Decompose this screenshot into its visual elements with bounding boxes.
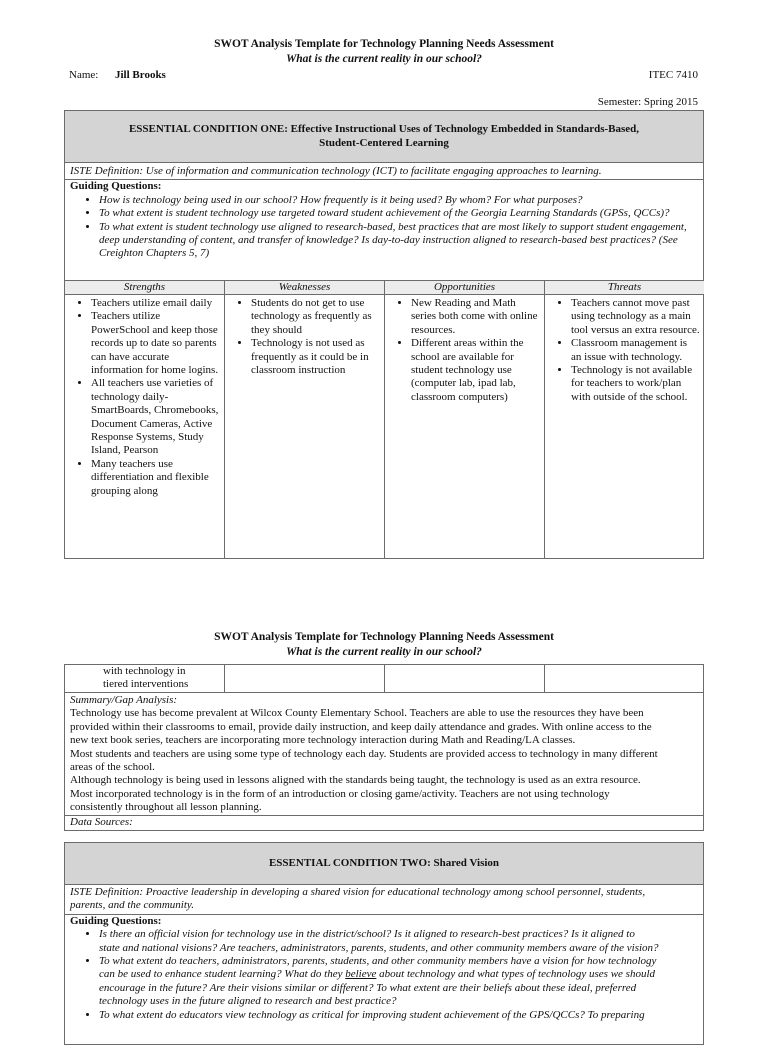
condition-two-heading: ESSENTIAL CONDITION TWO: Shared Vision — [64, 842, 704, 885]
iste-definition-two — [65, 885, 703, 915]
guiding-questions-list — [65, 194, 703, 261]
guiding-section-two — [64, 885, 704, 1045]
opportunities-header: Opportunities — [385, 281, 545, 294]
guiding-question: • How is technology being used in our school? How frequently is it being used? By whom? For what purposes? — [99, 194, 695, 207]
strength-item: • All teachers use varieties of technology daily-SmartBoards, Chromebooks, Document Cameras, Active Response Systems, Study Island, Pearson — [91, 377, 220, 457]
swot-header-row — [65, 281, 703, 295]
strength-item: • Teachers utilize PowerSchool and keep those records up to date so parents can have accurate information for home logins. — [91, 310, 220, 377]
threats-cell — [545, 295, 704, 558]
underlined-word: believe — [345, 968, 377, 981]
opportunities-cell — [385, 295, 545, 558]
strength-item-continued: with technology in — [103, 665, 186, 677]
weaknesses-cell — [225, 295, 385, 558]
condition-one-heading-line1: ESSENTIAL CONDITION ONE: Effective Instructional Uses of Technology Embedded in Standards-Based, — [128, 123, 640, 136]
question-line: • To what extent do teachers, administrators, parents, students, and other community members have a vision for how technology — [99, 955, 657, 968]
summary-text — [70, 707, 698, 814]
opportunity-item: • New Reading and Math series both come with online resources. — [411, 297, 540, 337]
threat-item: • Technology is not available for teachers to work/plan with outside of the school. — [571, 364, 700, 404]
document-title: SWOT Analysis Template for Technology Planning Needs Assessment — [214, 38, 554, 50]
guiding-question — [99, 955, 703, 1009]
guiding-questions-label: Guiding Questions: — [70, 180, 162, 193]
document-title: SWOT Analysis Template for Technology Planning Needs Assessment — [214, 631, 554, 643]
weakness-item: • Technology is not used as frequently as it could be in classroom instruction — [251, 337, 380, 377]
strengths-header: Strengths — [65, 281, 225, 294]
summary-line: provided within their classrooms to email, provide daily instruction, and keep daily attendance and grades. With online access to the — [70, 720, 652, 733]
guiding-section — [64, 163, 704, 281]
weaknesses-header: Weaknesses — [225, 281, 385, 294]
question-line: • To what extent do educators view technology as critical for improving student achievement of the GPS/QCCs? To preparing — [99, 1008, 645, 1021]
guiding-questions-list — [65, 928, 703, 1022]
strength-item-continued: tiered interventions — [103, 678, 189, 691]
summary-line: consistently throughout all lesson planning. — [70, 801, 262, 814]
guiding-question — [99, 928, 703, 955]
question-line: • Is there an official vision for technology use in the district/school? Is it aligned to research-best practices? Is it aligned to — [99, 928, 635, 941]
guiding-questions-label: Guiding Questions: — [70, 914, 162, 927]
iste-definition: ISTE Definition: Use of information and communication technology (ICT) to facilitate engaging approaches to learning. — [65, 163, 703, 180]
threat-item: • Teachers cannot move past using technology as a main tool versus an extra resource. — [571, 297, 700, 337]
swot-table — [64, 281, 704, 559]
weaknesses-continued-cell — [225, 665, 385, 692]
guiding-question — [99, 1009, 703, 1022]
summary-label: Summary/Gap Analysis: — [70, 694, 178, 706]
threats-header: Threats — [545, 281, 704, 294]
summary-section — [64, 693, 704, 816]
strength-item: • Teachers utilize email daily — [91, 297, 220, 310]
question-line — [99, 968, 703, 981]
strength-item: • Many teachers use differentiation and flexible grouping along — [91, 458, 220, 498]
iste-definition-line: ISTE Definition: Proactive leadership in developing a shared vision for educational technology among school personnel, students, — [70, 886, 646, 898]
swot-body-row — [65, 295, 703, 558]
weakness-item: • Students do not get to use technology as frequently as they should — [251, 297, 380, 337]
opportunities-continued-cell — [385, 665, 545, 692]
question-line: technology uses in the future aligned to research and best practice? — [99, 995, 397, 1008]
summary-line: areas of the school. — [70, 761, 155, 774]
summary-line: Most students and teachers are using some type of technology each day. Students are provided access to technology in many different — [70, 747, 658, 760]
threat-item: • Classroom management is an issue with technology. — [571, 337, 700, 364]
condition-one-heading — [64, 110, 704, 163]
threats-continued-cell — [545, 665, 703, 692]
summary-line: Although technology is being used in lessons aligned with the standards being taught, the technology is used as an extra resource. — [70, 774, 641, 787]
document-subtitle: What is the current reality in our school? — [286, 53, 482, 65]
strengths-cell — [65, 295, 225, 558]
course-code: ITEC 7410 — [648, 69, 698, 81]
summary-line: new text book series, teachers are incorporating more technology interaction during Math and Reading/LA classes. — [70, 734, 576, 747]
strengths-continued-cell — [65, 665, 225, 692]
guiding-question: • To what extent is student technology use targeted toward student achievement of the Georgia Learning Standards (GPSs, QCCs)? — [99, 207, 695, 220]
swot-continued-row — [64, 664, 704, 693]
summary-line: Technology use has become prevalent at Wilcox County Elementary School. Teachers are able to use the resources they have been — [70, 707, 644, 720]
opportunity-item: • Different areas within the school are available for student technology use (computer lab, ipad lab, classroom computers) — [411, 337, 540, 404]
question-text: about technology and what types of technology uses we should — [376, 968, 656, 981]
condition-one-heading-line2: Student-Centered Learning — [319, 136, 449, 149]
data-sources: Data Sources: — [64, 816, 704, 831]
iste-definition-line: parents, and the community. — [70, 899, 194, 912]
document-subtitle: What is the current reality in our school? — [286, 646, 482, 658]
question-line: state and national visions? Are teachers, administrators, parents, students, and other community members aware of the vision? — [99, 941, 659, 954]
semester: Semester: Spring 2015 — [597, 96, 698, 108]
guiding-question: • To what extent is student technology use aligned to research-based, best practices that are most likely to support student engagement, deep understanding of content, and transfer of knowledge? Is day-to-day instruction aligned to research-based best practices? (See Creighton Chapters 5, 7) — [99, 221, 695, 261]
name-value: Jill Brooks — [115, 69, 166, 81]
summary-line: Most incorporated technology is in the form of an introduction or closing game/activity. Teachers are not using technology — [70, 787, 610, 800]
name-label: Name: — [69, 69, 99, 81]
question-text: can be used to enhance student learning? What do they — [99, 968, 346, 981]
question-line: encourage in the future? Are their visions similar or different? To what extent are their beliefs about these ideal, preferred — [99, 981, 637, 994]
